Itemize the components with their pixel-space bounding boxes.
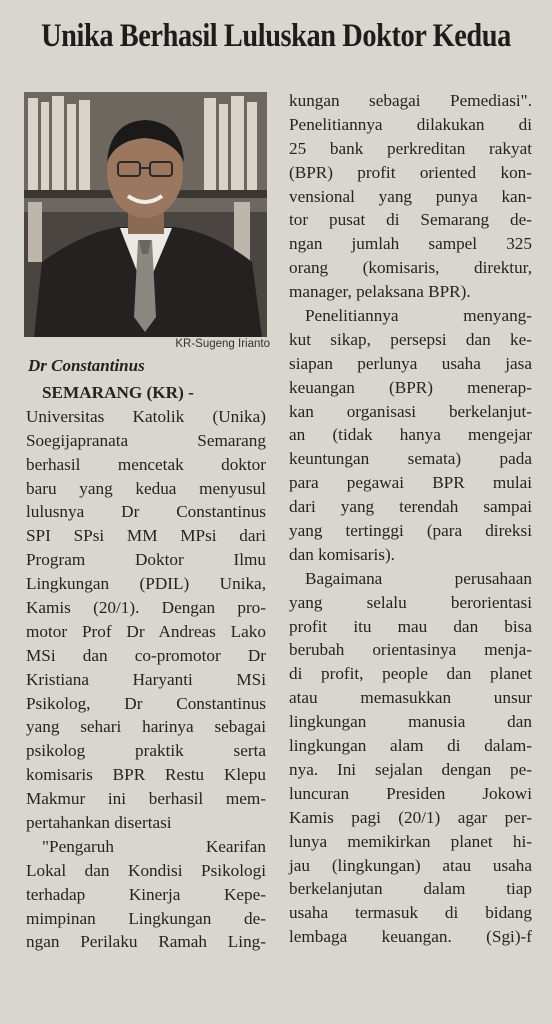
article-line: berkelanjutan dalam tiap	[289, 879, 532, 899]
article-line: profit itu mau dan bisa	[289, 616, 532, 636]
article-line: luncuran Presiden Jokowi	[289, 783, 532, 803]
article-line: Lokal dan Kondisi Psikologi	[26, 860, 266, 880]
article-column-left	[26, 381, 266, 954]
article-line: Kamis (20/1). Dengan pro-	[26, 598, 266, 618]
article-line: yang sehari harinya sebagai	[26, 717, 266, 737]
article-line: Program Doktor Ilmu	[26, 550, 266, 570]
article-line: psikolog praktik serta	[26, 741, 266, 761]
article-line: Penelitiannya dilakukan di	[289, 114, 532, 134]
article-line: lingkungan alam di dalam-	[289, 736, 532, 756]
article-line: Lingkungan (PDIL) Unika,	[26, 574, 266, 594]
article-line: yang selalu berorientasi	[289, 592, 532, 612]
portrait-illustration	[24, 92, 267, 337]
article-line: lingkungan manusia dan	[289, 712, 532, 732]
article-line: Penelitiannya menyang-	[305, 306, 532, 326]
article-line: tor pusat di Semarang de-	[289, 210, 532, 230]
article-line: para pegawai BPR mulai	[289, 473, 532, 493]
article-line: Bagaimana perusahaan	[305, 568, 532, 588]
article-line: ngan Perilaku Ramah Ling-	[26, 932, 266, 952]
portrait-photo	[24, 92, 267, 337]
article-line: SPI SPsi MM MPsi dari	[26, 526, 266, 546]
article-line: 25 bank perkreditan rakyat	[289, 138, 532, 158]
article-line: Kristiana Haryanti MSi	[26, 669, 266, 689]
article-line: dari yang terendah sampai	[289, 497, 532, 517]
photo-credit: KR-Sugeng Irianto	[175, 338, 270, 350]
article-line: keuntungan semata) pada	[289, 449, 532, 469]
article-line: motor Prof Dr Andreas Lako	[26, 621, 266, 641]
article-line: Universitas Katolik (Unika)	[26, 406, 266, 426]
article-line: berubah orientasinya menja-	[289, 640, 532, 660]
photo-caption: Dr Constantinus	[28, 356, 145, 375]
article-line: nya. Ini sejalan dengan pe-	[289, 759, 532, 779]
article-line: kungan sebagai Pemediasi".	[289, 91, 532, 110]
article-line: SEMARANG (KR) -	[42, 383, 194, 402]
article-line: usaha termasuk di bidang	[289, 903, 532, 923]
article-line: dan komisaris).	[289, 544, 395, 564]
article-line: komisaris BPR Restu Klepu	[26, 765, 266, 785]
article-line: kut sikap, persepsi dan ke-	[289, 329, 532, 349]
article-line: Kamis pagi (20/1) agar per-	[289, 807, 532, 827]
article-line: berhasil mencetak doktor	[26, 454, 266, 474]
article-line: lunya memikirkan planet hi-	[289, 831, 532, 851]
article-line: terhadap Kinerja Kepe-	[26, 884, 266, 904]
article-line: lulusnya Dr Constantinus	[26, 502, 266, 522]
article-line: manager, pelaksana BPR).	[289, 282, 471, 302]
article-line: ngan jumlah sampel 325	[289, 234, 532, 254]
article-line: Psikolog, Dr Constantinus	[26, 693, 266, 713]
article-line: baru yang kedua menyusul	[26, 478, 266, 498]
article-line: vensional yang punya kan-	[289, 186, 532, 206]
article-line: keuangan (BPR) menerap-	[289, 377, 532, 397]
article-line: lembaga keuangan. (Sgi)-f	[289, 927, 532, 947]
article-line: atau memasukkan unsur	[289, 688, 532, 708]
article-line: pertahankan disertasi	[26, 813, 172, 833]
article-line: an (tidak hanya mengejar	[289, 425, 532, 445]
article-line: mimpinan Lingkungan de-	[26, 908, 266, 928]
article-line: "Pengaruh Kearifan	[42, 836, 266, 856]
article-line: Makmur ini berhasil mem-	[26, 789, 266, 809]
article-line: orang (komisaris, direktur,	[289, 258, 532, 278]
article-line: MSi dan co-promotor Dr	[26, 645, 266, 665]
article-line: di profit, people dan planet	[289, 664, 532, 684]
article-column-right	[289, 89, 532, 949]
article-line: Soegijapranata Semarang	[26, 430, 266, 450]
article-line: siapan perlunya usaha jasa	[289, 353, 532, 373]
article-line: yang tertinggi (para direksi	[289, 521, 532, 541]
article-line: (BPR) profit oriented kon-	[289, 162, 532, 182]
article-line: jau (lingkungan) atau usaha	[289, 855, 532, 875]
article-line: kan organisasi berkelanjut-	[289, 401, 532, 421]
headline: Unika Berhasil Luluskan Doktor Kedua	[41, 18, 511, 54]
